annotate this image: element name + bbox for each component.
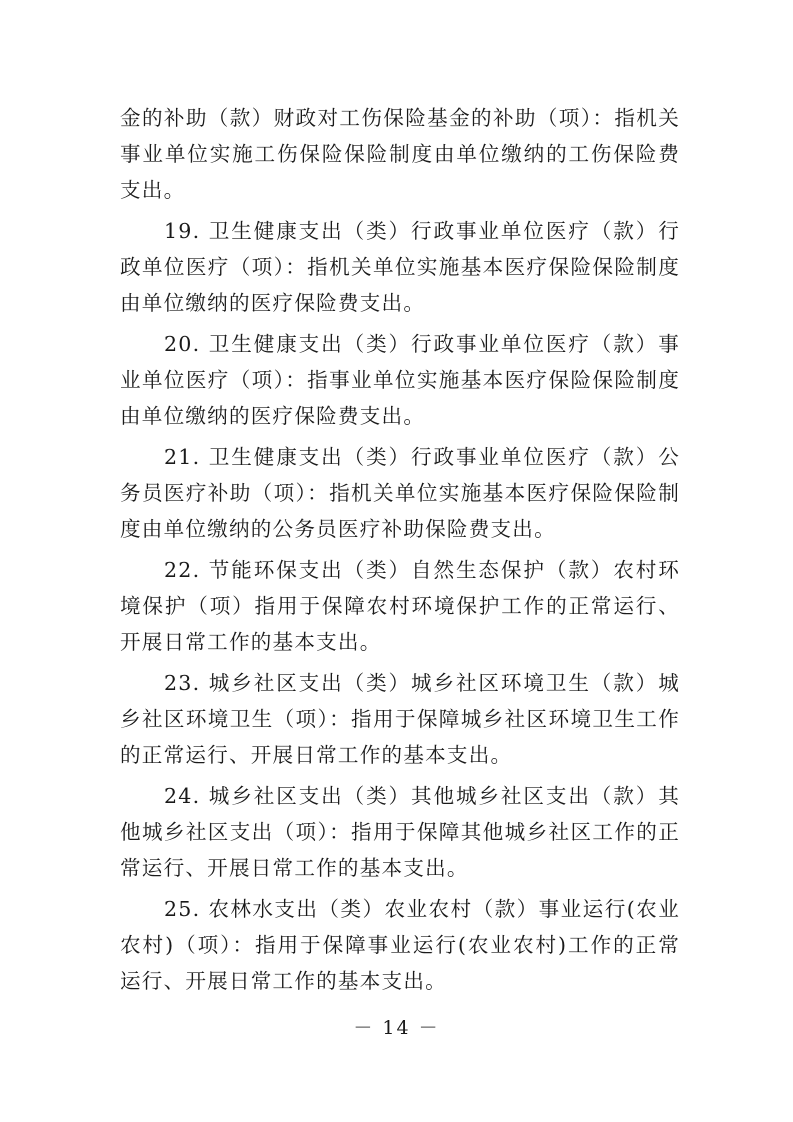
paragraph-item-20: 20. 卫生健康支出（类）行政事业单位医疗（款）事业单位医疗（项）：指事业单位实施基本医疗保险保险制度由单位缴纳的医疗保险费支出。 [120,332,680,428]
document-body [120,100,680,1004]
paragraph-item-23: 23. 城乡社区支出（类）城乡社区环境卫生（款）城乡社区环境卫生（项）：指用于保障城乡社区环境卫生工作的正常运行、开展日常工作的基本支出。 [120,671,680,767]
paragraph-continued: 金的补助（款）财政对工伤保险基金的补助（项）：指机关事业单位实施工伤保险保险制度由单位缴纳的工伤保险费支出。 [120,106,680,202]
paragraph-item-24: 24. 城乡社区支出（类）其他城乡社区支出（款）其他城乡社区支出（项）：指用于保障其他城乡社区工作的正常运行、开展日常工作的基本支出。 [120,784,680,880]
paragraph-item-19: 19. 卫生健康支出（类）行政事业单位医疗（款）行政单位医疗（项）：指机关单位实施基本医疗保险保险制度由单位缴纳的医疗保险费支出。 [120,219,680,315]
paragraph-item-22: 22. 节能环保支出（类）自然生态保护（款）农村环境保护（项）指用于保障农村环境保护工作的正常运行、开展日常工作的基本支出。 [120,558,680,654]
paragraph-item-25: 25. 农林水支出（类）农业农村（款）事业运行(农业农村)（项）：指用于保障事业运行(农业农村)工作的正常运行、开展日常工作的基本支出。 [120,897,680,993]
paragraph-item-21: 21. 卫生健康支出（类）行政事业单位医疗（款）公务员医疗补助（项）：指机关单位实施基本医疗保险保险制度由单位缴纳的公务员医疗补助保险费支出。 [120,445,680,541]
page-number: － 14 － [353,1017,440,1039]
